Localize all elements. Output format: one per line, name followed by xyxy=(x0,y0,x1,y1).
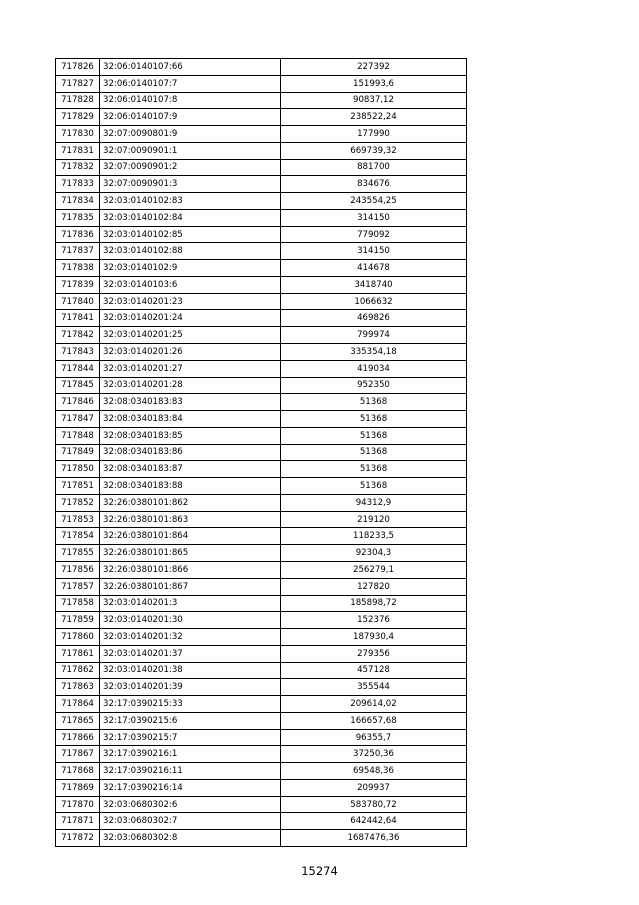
cadastral-number-cell: 32:17:0390215:6 xyxy=(100,712,281,729)
value-cell: 314150 xyxy=(281,209,467,226)
cadastral-number-cell: 32:08:0340183:88 xyxy=(100,478,281,495)
cadastral-number-cell: 32:03:0140201:3 xyxy=(100,595,281,612)
value-cell: 151993,6 xyxy=(281,75,467,92)
cadastral-number-cell: 32:03:0140201:28 xyxy=(100,377,281,394)
row-id-cell: 717856 xyxy=(56,561,100,578)
table-row xyxy=(56,276,467,293)
table-row xyxy=(56,712,467,729)
value-cell: 51368 xyxy=(281,478,467,495)
cadastral-number-cell: 32:03:0680302:8 xyxy=(100,830,281,847)
table-row xyxy=(56,511,467,528)
table-row xyxy=(56,360,467,377)
row-id-cell: 717863 xyxy=(56,679,100,696)
value-cell: 414678 xyxy=(281,260,467,277)
table-row xyxy=(56,796,467,813)
page-number: 15274 xyxy=(301,864,338,878)
cadastral-number-cell: 32:03:0140201:25 xyxy=(100,327,281,344)
row-id-cell: 717853 xyxy=(56,511,100,528)
cadastral-number-cell: 32:26:0380101:864 xyxy=(100,528,281,545)
cadastral-number-cell: 32:26:0380101:866 xyxy=(100,561,281,578)
cadastral-number-cell: 32:03:0140201:38 xyxy=(100,662,281,679)
table-row xyxy=(56,260,467,277)
value-cell: 51368 xyxy=(281,411,467,428)
row-id-cell: 717860 xyxy=(56,629,100,646)
value-cell: 92304,3 xyxy=(281,545,467,562)
cadastral-number-cell: 32:03:0140201:27 xyxy=(100,360,281,377)
value-cell: 669739,32 xyxy=(281,142,467,159)
value-cell: 279356 xyxy=(281,645,467,662)
table-row xyxy=(56,142,467,159)
table-row xyxy=(56,595,467,612)
row-id-cell: 717836 xyxy=(56,226,100,243)
value-cell: 219120 xyxy=(281,511,467,528)
value-cell: 799974 xyxy=(281,327,467,344)
value-cell: 118233,5 xyxy=(281,528,467,545)
row-id-cell: 717840 xyxy=(56,293,100,310)
value-cell: 779092 xyxy=(281,226,467,243)
table-row xyxy=(56,813,467,830)
cadastral-number-cell: 32:03:0140201:23 xyxy=(100,293,281,310)
value-cell: 3418740 xyxy=(281,276,467,293)
row-id-cell: 717857 xyxy=(56,578,100,595)
cadastral-number-cell: 32:03:0140201:30 xyxy=(100,612,281,629)
cadastral-number-cell: 32:26:0380101:867 xyxy=(100,578,281,595)
table-row xyxy=(56,545,467,562)
table-row xyxy=(56,444,467,461)
value-cell: 583780,72 xyxy=(281,796,467,813)
cadastral-number-cell: 32:03:0140201:26 xyxy=(100,344,281,361)
table-row xyxy=(56,293,467,310)
table-row xyxy=(56,679,467,696)
row-id-cell: 717854 xyxy=(56,528,100,545)
value-cell: 881700 xyxy=(281,159,467,176)
row-id-cell: 717848 xyxy=(56,427,100,444)
row-id-cell: 717865 xyxy=(56,712,100,729)
table-row xyxy=(56,243,467,260)
row-id-cell: 717830 xyxy=(56,126,100,143)
value-cell: 209937 xyxy=(281,779,467,796)
table-row xyxy=(56,528,467,545)
row-id-cell: 717842 xyxy=(56,327,100,344)
data-table xyxy=(55,58,467,847)
row-id-cell: 717868 xyxy=(56,763,100,780)
value-cell: 642442,64 xyxy=(281,813,467,830)
row-id-cell: 717831 xyxy=(56,142,100,159)
row-id-cell: 717833 xyxy=(56,176,100,193)
cadastral-number-cell: 32:03:0140201:39 xyxy=(100,679,281,696)
value-cell: 238522,24 xyxy=(281,109,467,126)
cadastral-number-cell: 32:03:0140103:6 xyxy=(100,276,281,293)
cadastral-number-cell: 32:06:0140107:8 xyxy=(100,92,281,109)
cadastral-number-cell: 32:03:0140102:83 xyxy=(100,193,281,210)
table-row xyxy=(56,779,467,796)
row-id-cell: 717841 xyxy=(56,310,100,327)
cadastral-number-cell: 32:03:0680302:6 xyxy=(100,796,281,813)
cadastral-number-cell: 32:17:0390216:11 xyxy=(100,763,281,780)
row-id-cell: 717838 xyxy=(56,260,100,277)
row-id-cell: 717834 xyxy=(56,193,100,210)
value-cell: 152376 xyxy=(281,612,467,629)
table-row xyxy=(56,75,467,92)
table-row xyxy=(56,461,467,478)
value-cell: 314150 xyxy=(281,243,467,260)
table-row xyxy=(56,830,467,847)
cadastral-number-cell: 32:17:0390215:7 xyxy=(100,729,281,746)
row-id-cell: 717827 xyxy=(56,75,100,92)
row-id-cell: 717847 xyxy=(56,411,100,428)
table-row xyxy=(56,394,467,411)
value-cell: 457128 xyxy=(281,662,467,679)
value-cell: 185898,72 xyxy=(281,595,467,612)
cadastral-number-cell: 32:08:0340183:85 xyxy=(100,427,281,444)
cadastral-number-cell: 32:08:0340183:86 xyxy=(100,444,281,461)
cadastral-number-cell: 32:03:0680302:7 xyxy=(100,813,281,830)
value-cell: 51368 xyxy=(281,394,467,411)
cadastral-number-cell: 32:08:0340183:87 xyxy=(100,461,281,478)
cadastral-number-cell: 32:03:0140201:37 xyxy=(100,645,281,662)
row-id-cell: 717828 xyxy=(56,92,100,109)
cadastral-number-cell: 32:26:0380101:862 xyxy=(100,494,281,511)
table-row xyxy=(56,209,467,226)
table-row xyxy=(56,729,467,746)
table-row xyxy=(56,92,467,109)
cadastral-number-cell: 32:06:0140107:9 xyxy=(100,109,281,126)
value-cell: 834676 xyxy=(281,176,467,193)
value-cell: 1066632 xyxy=(281,293,467,310)
table-row xyxy=(56,126,467,143)
cadastral-number-cell: 32:06:0140107:66 xyxy=(100,59,281,76)
cadastral-number-cell: 32:07:0090901:1 xyxy=(100,142,281,159)
cadastral-number-cell: 32:26:0380101:865 xyxy=(100,545,281,562)
cadastral-number-cell: 32:26:0380101:863 xyxy=(100,511,281,528)
value-cell: 37250,36 xyxy=(281,746,467,763)
row-id-cell: 717859 xyxy=(56,612,100,629)
table-row xyxy=(56,411,467,428)
value-cell: 419034 xyxy=(281,360,467,377)
value-cell: 94312,9 xyxy=(281,494,467,511)
cadastral-number-cell: 32:03:0140102:85 xyxy=(100,226,281,243)
value-cell: 1687476,36 xyxy=(281,830,467,847)
cadastral-number-cell: 32:03:0140201:32 xyxy=(100,629,281,646)
table-row xyxy=(56,561,467,578)
table-row xyxy=(56,193,467,210)
table-row xyxy=(56,59,467,76)
row-id-cell: 717835 xyxy=(56,209,100,226)
table-row xyxy=(56,578,467,595)
value-cell: 355544 xyxy=(281,679,467,696)
cadastral-number-cell: 32:17:0390216:14 xyxy=(100,779,281,796)
row-id-cell: 717872 xyxy=(56,830,100,847)
cadastral-number-cell: 32:06:0140107:7 xyxy=(100,75,281,92)
row-id-cell: 717844 xyxy=(56,360,100,377)
cadastral-number-cell: 32:03:0140102:88 xyxy=(100,243,281,260)
cadastral-number-cell: 32:08:0340183:83 xyxy=(100,394,281,411)
value-cell: 90837,12 xyxy=(281,92,467,109)
value-cell: 51368 xyxy=(281,461,467,478)
cadastral-number-cell: 32:08:0340183:84 xyxy=(100,411,281,428)
table-row xyxy=(56,478,467,495)
row-id-cell: 717839 xyxy=(56,276,100,293)
row-id-cell: 717858 xyxy=(56,595,100,612)
value-cell: 166657,68 xyxy=(281,712,467,729)
table-row xyxy=(56,746,467,763)
cadastral-number-cell: 32:03:0140201:24 xyxy=(100,310,281,327)
row-id-cell: 717851 xyxy=(56,478,100,495)
row-id-cell: 717870 xyxy=(56,796,100,813)
cadastral-number-cell: 32:07:0090901:2 xyxy=(100,159,281,176)
cadastral-number-cell: 32:17:0390216:1 xyxy=(100,746,281,763)
row-id-cell: 717846 xyxy=(56,394,100,411)
row-id-cell: 717864 xyxy=(56,696,100,713)
row-id-cell: 717852 xyxy=(56,494,100,511)
table-body xyxy=(56,59,467,847)
table-row xyxy=(56,645,467,662)
table-row xyxy=(56,612,467,629)
value-cell: 187930,4 xyxy=(281,629,467,646)
table-row xyxy=(56,763,467,780)
cadastral-number-cell: 32:03:0140102:9 xyxy=(100,260,281,277)
value-cell: 51368 xyxy=(281,427,467,444)
cadastral-number-cell: 32:03:0140102:84 xyxy=(100,209,281,226)
value-cell: 227392 xyxy=(281,59,467,76)
row-id-cell: 717861 xyxy=(56,645,100,662)
table-row xyxy=(56,629,467,646)
value-cell: 209614,02 xyxy=(281,696,467,713)
row-id-cell: 717866 xyxy=(56,729,100,746)
value-cell: 127820 xyxy=(281,578,467,595)
table-row xyxy=(56,494,467,511)
cadastral-number-cell: 32:07:0090901:3 xyxy=(100,176,281,193)
table-row xyxy=(56,427,467,444)
table-row xyxy=(56,344,467,361)
table-row xyxy=(56,662,467,679)
value-cell: 335354,18 xyxy=(281,344,467,361)
row-id-cell: 717862 xyxy=(56,662,100,679)
row-id-cell: 717855 xyxy=(56,545,100,562)
value-cell: 69548,36 xyxy=(281,763,467,780)
value-cell: 51368 xyxy=(281,444,467,461)
row-id-cell: 717869 xyxy=(56,779,100,796)
table-row xyxy=(56,176,467,193)
row-id-cell: 717837 xyxy=(56,243,100,260)
value-cell: 243554,25 xyxy=(281,193,467,210)
table-row xyxy=(56,310,467,327)
row-id-cell: 717826 xyxy=(56,59,100,76)
value-cell: 177990 xyxy=(281,126,467,143)
row-id-cell: 717829 xyxy=(56,109,100,126)
row-id-cell: 717845 xyxy=(56,377,100,394)
table-row xyxy=(56,377,467,394)
value-cell: 469826 xyxy=(281,310,467,327)
table-row xyxy=(56,109,467,126)
value-cell: 96355,7 xyxy=(281,729,467,746)
value-cell: 952350 xyxy=(281,377,467,394)
cadastral-number-cell: 32:07:0090801:9 xyxy=(100,126,281,143)
row-id-cell: 717843 xyxy=(56,344,100,361)
table-row xyxy=(56,696,467,713)
row-id-cell: 717871 xyxy=(56,813,100,830)
table-row xyxy=(56,226,467,243)
cadastral-number-cell: 32:17:0390215:33 xyxy=(100,696,281,713)
row-id-cell: 717849 xyxy=(56,444,100,461)
value-cell: 256279,1 xyxy=(281,561,467,578)
table-row xyxy=(56,327,467,344)
row-id-cell: 717850 xyxy=(56,461,100,478)
row-id-cell: 717832 xyxy=(56,159,100,176)
row-id-cell: 717867 xyxy=(56,746,100,763)
table-row xyxy=(56,159,467,176)
